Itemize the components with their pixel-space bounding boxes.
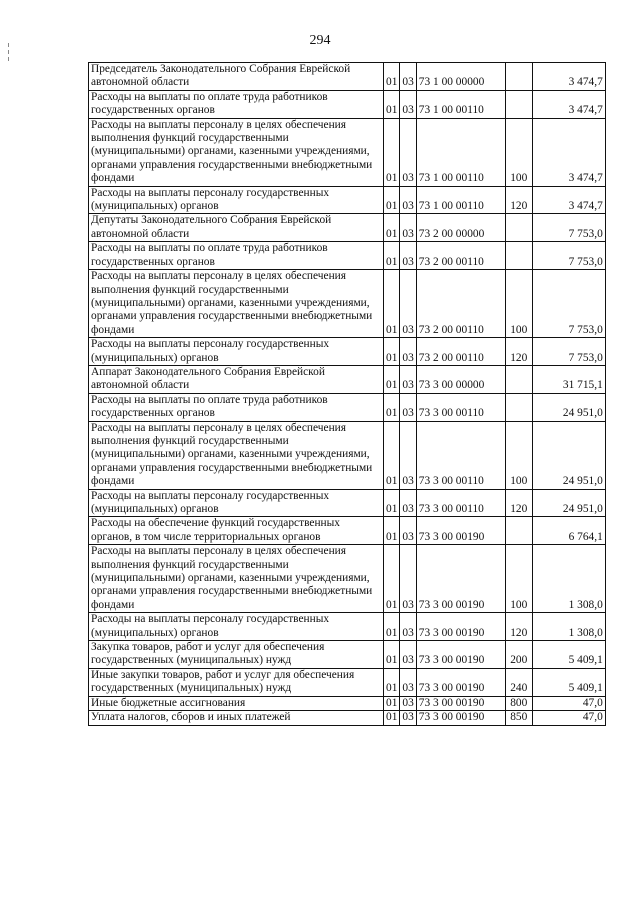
row-section-code: 01 [384,641,400,669]
row-section-code: 01 [384,393,400,421]
row-name-cell: Расходы на выплаты персоналу государственных (муниципальных) органов [89,338,384,366]
row-subsection-code: 03 [400,613,416,641]
row-target-article-code: 73 3 00 00190 [416,711,505,725]
row-section-code: 01 [384,696,400,710]
row-section-code: 01 [384,613,400,641]
row-subsection-code: 03 [400,186,416,214]
row-expense-type-code: 100 [505,421,532,489]
row-subsection-code: 03 [400,696,416,710]
row-expense-type-code: 800 [505,696,532,710]
row-expense-type-code: 120 [505,186,532,214]
row-subsection-code: 03 [400,489,416,517]
row-amount: 1 308,0 [532,613,605,641]
row-name-cell: Расходы на выплаты персоналу государственных (муниципальных) органов [89,186,384,214]
budget-table-body [89,63,606,726]
row-expense-type-code [505,365,532,393]
row-subsection-code: 03 [400,270,416,338]
row-subsection-code: 03 [400,63,416,91]
row-section-code: 01 [384,545,400,613]
row-name-cell: Закупка товаров, работ и услуг для обеспечения государственных (муниципальных) нужд [89,641,384,669]
row-subsection-code: 03 [400,641,416,669]
row-target-article-code: 73 2 00 00110 [416,338,505,366]
row-section-code: 01 [384,338,400,366]
row-name-cell: Расходы на выплаты персоналу в целях обеспечения выполнения функций государственными (муниципальными) органами, казенными учреждениями, органами управления государственными внебюджетными фондами [89,118,384,186]
row-name-cell: Уплата налогов, сборов и иных платежей [89,711,384,725]
table-row [89,118,606,186]
row-section-code: 01 [384,489,400,517]
row-section-code: 01 [384,63,400,91]
row-target-article-code: 73 3 00 00190 [416,517,505,545]
row-section-code: 01 [384,186,400,214]
row-target-article-code: 73 3 00 00190 [416,545,505,613]
row-subsection-code: 03 [400,517,416,545]
row-section-code: 01 [384,270,400,338]
row-target-article-code: 73 3 00 00190 [416,696,505,710]
table-row [89,517,606,545]
table-row [89,242,606,270]
row-subsection-code: 03 [400,545,416,613]
row-name-cell: Расходы на выплаты персоналу в целях обеспечения выполнения функций государственными (муниципальными) органами, казенными учреждениями, органами управления государственными внебюджетными фондами [89,270,384,338]
row-name-cell: Расходы на обеспечение функций государственных органов, в том числе территориальных органов [89,517,384,545]
table-row [89,63,606,91]
row-amount: 24 951,0 [532,421,605,489]
row-expense-type-code: 850 [505,711,532,725]
row-expense-type-code: 240 [505,668,532,696]
row-target-article-code: 73 3 00 00110 [416,421,505,489]
row-amount: 5 409,1 [532,668,605,696]
table-row [89,338,606,366]
row-subsection-code: 03 [400,118,416,186]
row-target-article-code: 73 3 00 00110 [416,489,505,517]
row-expense-type-code [505,90,532,118]
row-target-article-code: 73 3 00 00190 [416,668,505,696]
row-name-cell: Аппарат Законодательного Собрания Еврейской автономной области [89,365,384,393]
row-subsection-code: 03 [400,668,416,696]
row-amount: 5 409,1 [532,641,605,669]
row-subsection-code: 03 [400,214,416,242]
table-row [89,641,606,669]
row-name-cell: Расходы на выплаты персоналу государственных (муниципальных) органов [89,613,384,641]
table-row [89,668,606,696]
row-section-code: 01 [384,421,400,489]
row-amount: 1 308,0 [532,545,605,613]
table-row [89,613,606,641]
row-section-code: 01 [384,214,400,242]
margin-marks [6,40,12,70]
table-row [89,696,606,710]
row-amount: 3 474,7 [532,118,605,186]
row-target-article-code: 73 2 00 00110 [416,242,505,270]
row-expense-type-code: 120 [505,338,532,366]
row-amount: 3 474,7 [532,63,605,91]
row-amount: 3 474,7 [532,186,605,214]
row-name-cell: Иные закупки товаров, работ и услуг для обеспечения государственных (муниципальных) нужд [89,668,384,696]
row-amount: 31 715,1 [532,365,605,393]
row-expense-type-code: 100 [505,118,532,186]
row-target-article-code: 73 3 00 00000 [416,365,505,393]
row-target-article-code: 73 3 00 00190 [416,613,505,641]
table-row [89,393,606,421]
table-row [89,270,606,338]
table-row [89,186,606,214]
row-amount: 47,0 [532,696,605,710]
row-target-article-code: 73 2 00 00000 [416,214,505,242]
row-section-code: 01 [384,668,400,696]
row-target-article-code: 73 2 00 00110 [416,270,505,338]
row-amount: 47,0 [532,711,605,725]
row-expense-type-code [505,214,532,242]
row-expense-type-code [505,63,532,91]
row-target-article-code: 73 1 00 00110 [416,118,505,186]
row-section-code: 01 [384,517,400,545]
row-subsection-code: 03 [400,90,416,118]
row-subsection-code: 03 [400,242,416,270]
row-subsection-code: 03 [400,711,416,725]
table-row [89,365,606,393]
row-target-article-code: 73 3 00 00190 [416,641,505,669]
table-row [89,545,606,613]
row-amount: 24 951,0 [532,393,605,421]
row-section-code: 01 [384,118,400,186]
row-section-code: 01 [384,365,400,393]
table-row [89,421,606,489]
table-row [89,711,606,725]
row-target-article-code: 73 3 00 00110 [416,393,505,421]
row-expense-type-code: 120 [505,613,532,641]
row-amount: 7 753,0 [532,338,605,366]
row-amount: 24 951,0 [532,489,605,517]
row-name-cell: Расходы на выплаты по оплате труда работников государственных органов [89,393,384,421]
row-amount: 7 753,0 [532,242,605,270]
row-expense-type-code [505,517,532,545]
row-amount: 7 753,0 [532,270,605,338]
row-expense-type-code: 100 [505,270,532,338]
row-target-article-code: 73 1 00 00110 [416,90,505,118]
row-amount: 7 753,0 [532,214,605,242]
row-expense-type-code: 100 [505,545,532,613]
row-expense-type-code: 200 [505,641,532,669]
row-amount: 3 474,7 [532,90,605,118]
table-row [89,214,606,242]
page-number: 294 [309,33,331,48]
row-name-cell: Депутаты Законодательного Собрания Еврейской автономной области [89,214,384,242]
row-name-cell: Расходы на выплаты персоналу в целях обеспечения выполнения функций государственными (муниципальными) органами, казенными учреждениями, органами управления государственными внебюджетными фондами [89,421,384,489]
row-subsection-code: 03 [400,338,416,366]
table-row [89,90,606,118]
row-name-cell: Расходы на выплаты персоналу в целях обеспечения выполнения функций государственными (муниципальными) органами, казенными учреждениями, органами управления государственными внебюджетными фондами [89,545,384,613]
row-section-code: 01 [384,711,400,725]
row-expense-type-code [505,393,532,421]
row-amount: 6 764,1 [532,517,605,545]
row-name-cell: Иные бюджетные ассигнования [89,696,384,710]
budget-table [88,62,606,726]
row-target-article-code: 73 1 00 00110 [416,186,505,214]
row-name-cell: Расходы на выплаты по оплате труда работников государственных органов [89,90,384,118]
row-expense-type-code: 120 [505,489,532,517]
row-name-cell: Расходы на выплаты по оплате труда работников государственных органов [89,242,384,270]
row-name-cell: Председатель Законодательного Собрания Еврейской автономной области [89,63,384,91]
table-row [89,489,606,517]
row-target-article-code: 73 1 00 00000 [416,63,505,91]
row-section-code: 01 [384,242,400,270]
row-expense-type-code [505,242,532,270]
row-section-code: 01 [384,90,400,118]
row-name-cell: Расходы на выплаты персоналу государственных (муниципальных) органов [89,489,384,517]
row-subsection-code: 03 [400,393,416,421]
row-subsection-code: 03 [400,365,416,393]
row-subsection-code: 03 [400,421,416,489]
